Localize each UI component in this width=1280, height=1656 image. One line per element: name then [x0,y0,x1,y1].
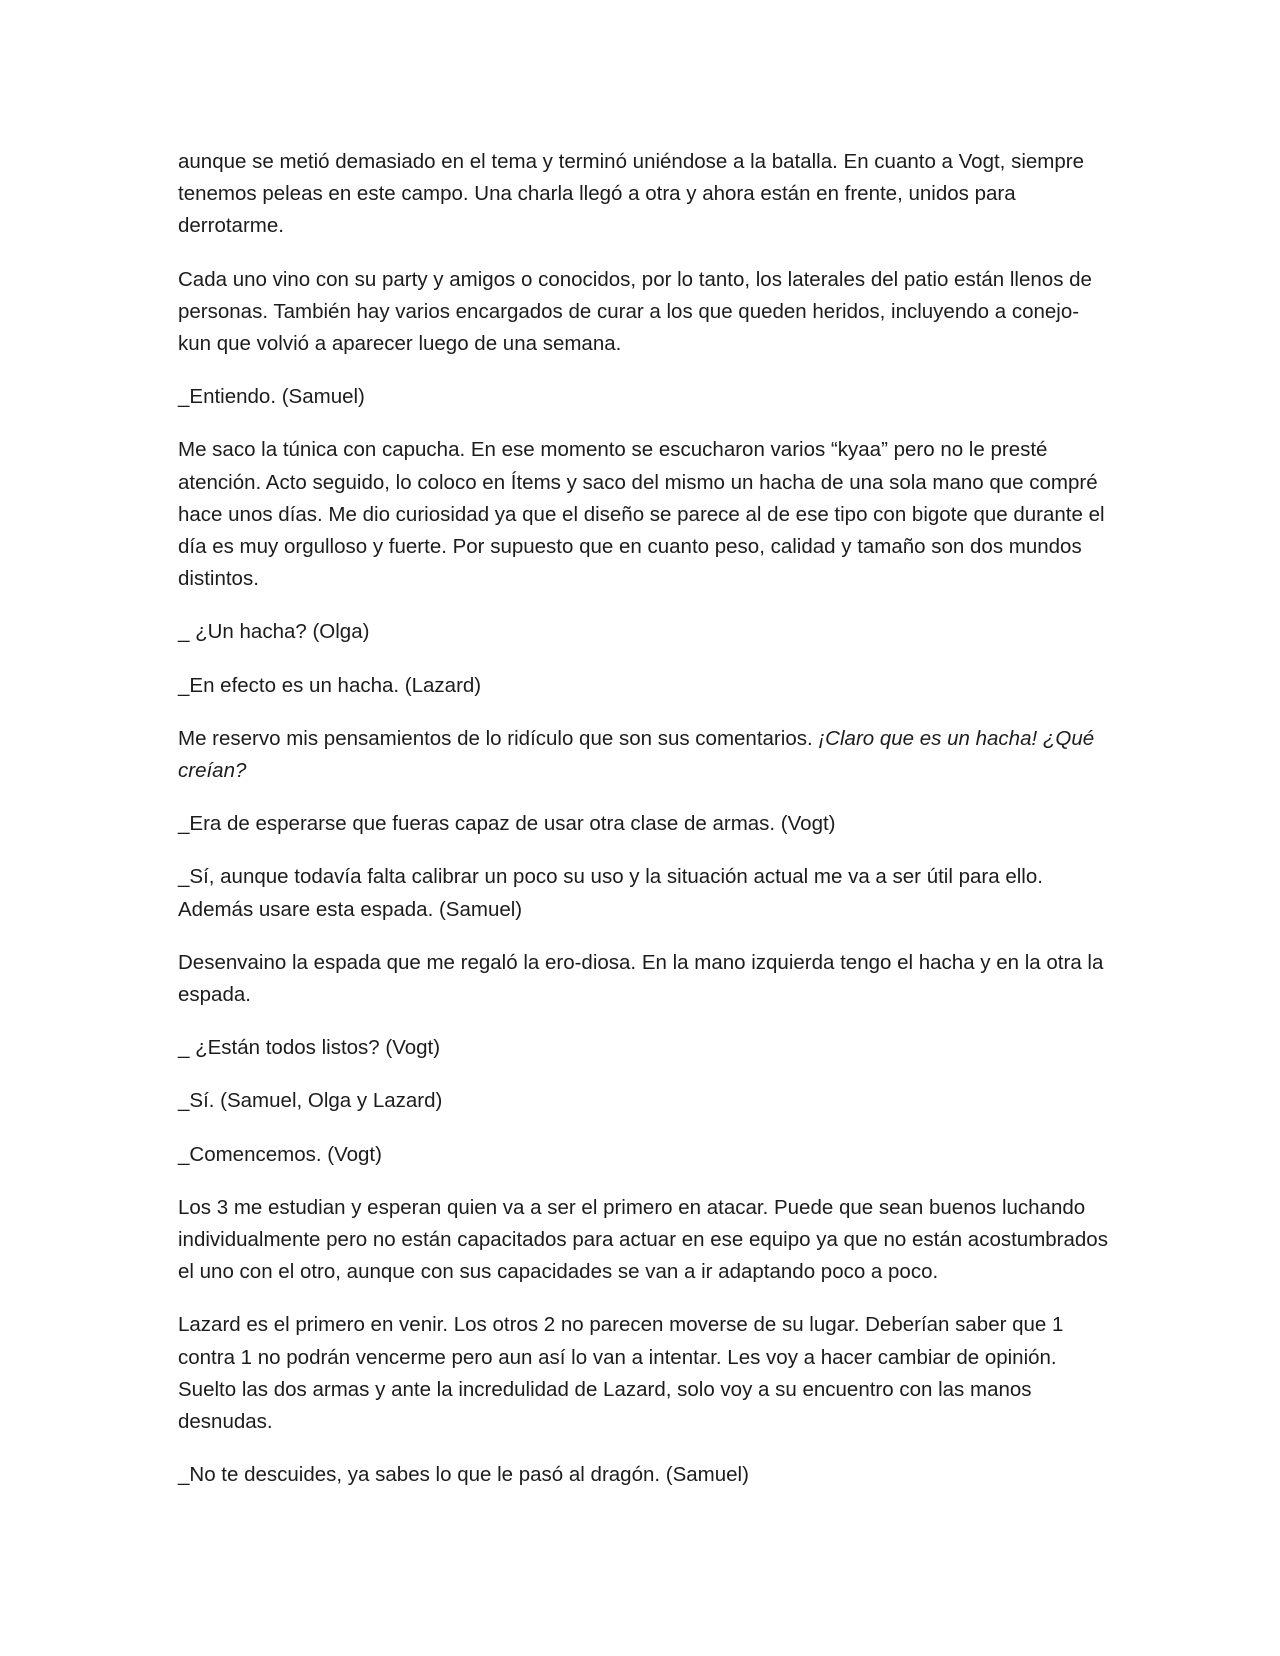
paragraph: Desenvaino la espada que me regaló la ero-diosa. En la mano izquierda tengo el hacha y en la otra la espada. [178,950,1104,1007]
paragraph: Los 3 me estudian y esperan quien va a ser el primero en atacar. Puede que sean buenos luchando individualmente pero no están capacitados para actuar en ese equipo ya que no están acostumbrados el uno con el otro, aunque con sus capacidades se van a ir adaptando poco a poco. [178,1195,1108,1284]
dialogue-line: _ ¿Están todos listos? (Vogt) [178,1036,441,1060]
paragraph-text: Me reservo mis pensamientos de lo ridículo que son sus comentarios. [178,726,819,750]
paragraph: Me saco la túnica con capucha. En ese momento se escucharon varios “kyaa” pero no le presté atención. Acto seguido, lo coloco en Ítems y saco del mismo un hacha de una sola mano que compré hace unos días. Me dio curiosidad ya que el diseño se parece al de ese tipo con bigote que durante el día es muy orgulloso y fuerte. Por supuesto que en cuanto peso, calidad y tamaño son dos mundos distintos. [178,438,1105,591]
paragraph: Cada uno vino con su party y amigos o conocidos, por lo tanto, los laterales del patio están llenos de personas. También hay varios encargados de curar a los que queden heridos, incluyendo a conejo-kun que volvió a aparecer luego de una semana. [178,267,1092,356]
paragraph: aunque se metió demasiado en el tema y terminó uniéndose a la batalla. En cuanto a Vogt, siempre tenemos peleas en este campo. Una charla llegó a otra y ahora están en frente, unidos para derrotarme. [178,150,1084,238]
paragraph-with-italic [178,723,1108,787]
dialogue-line: _Sí. (Samuel, Olga y Lazard) [178,1089,443,1113]
italic-thought: ¡Claro que es un hacha! ¿Qué creían? [178,726,1095,783]
dialogue-line: _Entiendo. (Samuel) [178,385,365,409]
paragraph: Lazard es el primero en venir. Los otros 2 no parecen moverse de su lugar. Deberían saber que 1 contra 1 no podrán vencerme pero aun así lo van a intentar. Les voy a hacer cambiar de opinión. Suelto las dos armas y ante la incredulidad de Lazard, solo voy a su encuentro con las manos desnudas. [178,1313,1064,1434]
dialogue-line: _Era de esperarse que fueras capaz de usar otra clase de armas. (Vogt) [178,812,836,836]
dialogue-line: _No te descuides, ya sabes lo que le pasó al dragón. (Samuel) [178,1463,749,1487]
dialogue-line: _Comencemos. (Vogt) [178,1142,382,1166]
document-page [178,146,1108,1513]
dialogue-line: _En efecto es un hacha. (Lazard) [178,673,482,697]
dialogue-line: _Sí, aunque todavía falta calibrar un poco su uso y la situación actual me va a ser útil para ello. Además usare esta espada. (Samuel) [178,865,1043,921]
dialogue-line: _ ¿Un hacha? (Olga) [178,620,370,644]
